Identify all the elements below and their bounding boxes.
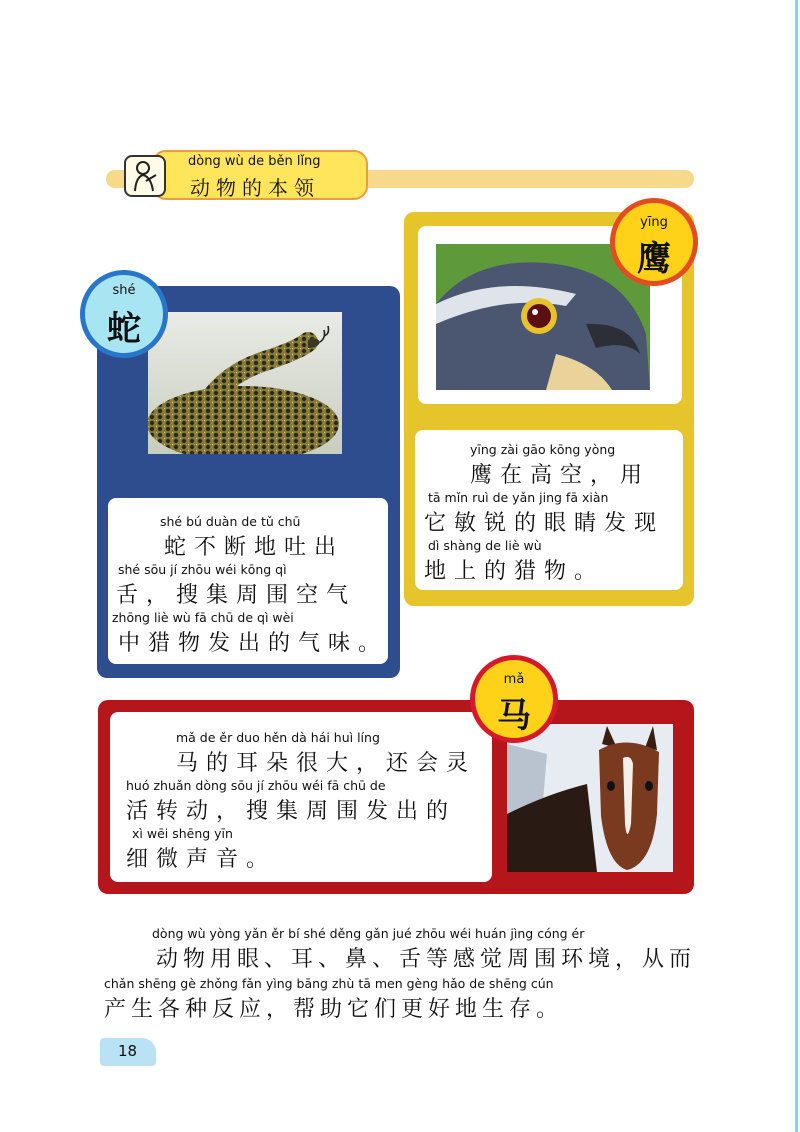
summary-line-2-pinyin: chǎn shēng gè zhǒng fǎn yìng bāng zhù tā men gèng hǎo de shēng cún <box>104 976 554 991</box>
snake-line-3-text: 中猎物发出的气味。 <box>118 631 389 656</box>
horse-badge <box>470 655 558 743</box>
snake-line-3-pinyin: zhōng liè wù fā chū de qì wèi <box>112 610 294 625</box>
eagle-line-2-text: 它敏锐的眼睛发现 <box>424 511 665 536</box>
horse-badge-pinyin: mǎ <box>503 672 525 687</box>
eagle-line-3-pinyin: dì shàng de liè wù <box>428 538 542 553</box>
horse-line-2-text: 活转动，搜集周围发出的 <box>126 799 457 824</box>
page-edge-line <box>795 0 798 1132</box>
snake-photo <box>148 312 342 454</box>
summary-line-1-text: 动物用眼、耳、鼻、舌等感觉周围环境，从而 <box>156 947 697 972</box>
horse-line-2-pinyin: huó zhuǎn dòng sōu jí zhōu wéi fā chū de <box>126 778 386 793</box>
snake-badge-char: 蛇 <box>107 309 141 349</box>
horse-line-3-pinyin: xì wēi shēng yīn <box>132 826 233 841</box>
section-title-pinyin: dòng wù de běn lǐng <box>188 154 321 169</box>
snake-badge-pinyin: shé <box>112 283 136 298</box>
eagle-badge-pinyin: yīng <box>640 215 668 230</box>
eagle-line-1-pinyin: yīng zài gāo kōng yòng <box>470 442 616 457</box>
snake-badge <box>80 270 168 358</box>
reading-person-icon <box>124 155 166 197</box>
summary-line-1-pinyin: dòng wù yòng yǎn ěr bí shé děng gǎn jué zhōu wéi huán jìng cóng ér <box>152 926 585 941</box>
summary-line-2-text: 产生各种反应，帮助它们更好地生存。 <box>104 997 564 1022</box>
horse-line-3-text: 细微声音。 <box>126 847 277 872</box>
snake-line-1-text: 蛇不断地吐出 <box>164 535 345 560</box>
eagle-line-3-text: 地上的猎物。 <box>424 559 605 584</box>
horse-line-1-pinyin: mǎ de ěr duo hěn dà hái huì líng <box>176 730 380 745</box>
snake-line-2-text: 舌，搜集周围空气 <box>116 583 357 608</box>
eagle-badge-char: 鹰 <box>637 239 671 279</box>
horse-line-1-text: 马的耳朵很大，还会灵 <box>176 751 477 776</box>
eagle-line-1-text: 鹰在高空，用 <box>470 463 651 488</box>
section-title: 动物的本领 <box>190 176 320 200</box>
horse-badge-char: 马 <box>497 696 531 736</box>
snake-line-1-pinyin: shé bú duàn de tǔ chū <box>160 514 301 529</box>
eagle-badge <box>610 198 698 286</box>
horse-photo <box>507 724 673 872</box>
page-number-tab <box>100 1038 156 1066</box>
snake-line-2-pinyin: shé sōu jí zhōu wéi kōng qì <box>118 562 287 577</box>
page-number: 18 <box>118 1042 138 1060</box>
eagle-line-2-pinyin: tā mǐn ruì de yǎn jing fā xiàn <box>428 490 609 505</box>
